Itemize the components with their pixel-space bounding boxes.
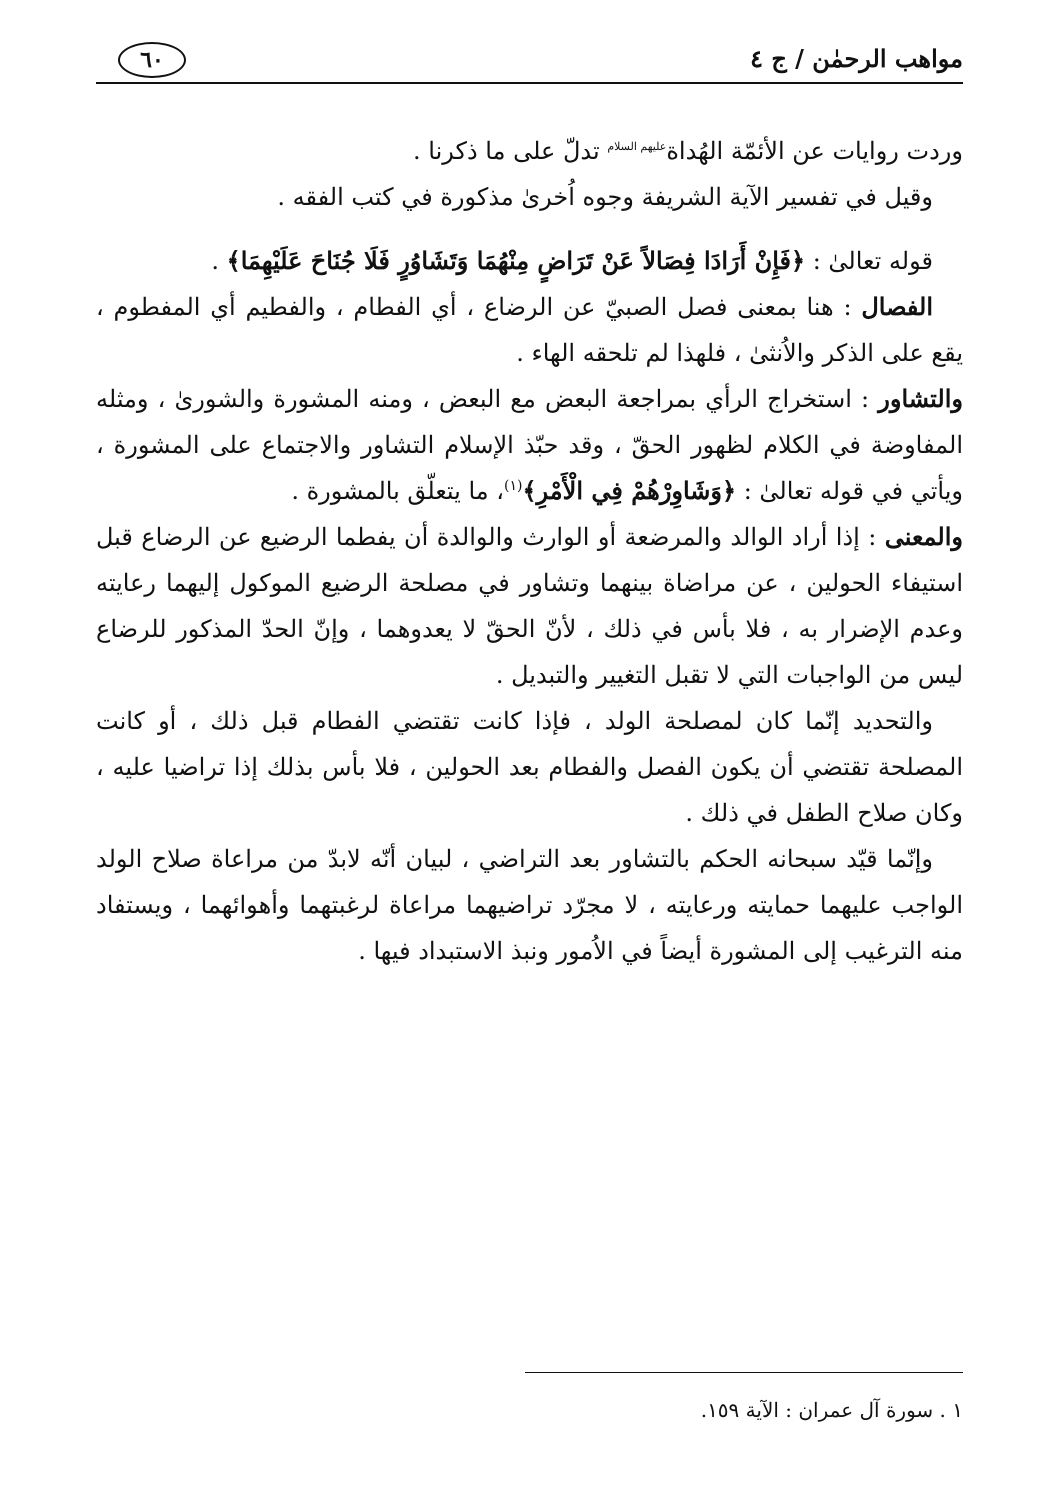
text: ، ما يتعلّق بالمشورة . bbox=[291, 477, 505, 505]
footnote-reference[interactable]: (١) bbox=[504, 478, 523, 494]
page-number: ٦٠ bbox=[118, 42, 186, 78]
text: وردت روايات عن الأئمّة الهُداة bbox=[666, 137, 963, 165]
paragraph-2: وقيل في تفسير الآية الشريفة وجوه اُخرىٰ مذكورة في كتب الفقه . bbox=[277, 183, 933, 211]
text: : إذا أراد الوالد والمرضعة أو الوارث والوالدة أن يفطما الرضيع عن الرضاع قبل استيفاء الحولين ، عن مراضاة بينهما وتشاور في مصلحة الرضيع الموكول إليهما رعايته وعدم الإضرار به ، فلا بأس في ذلك ، لأنّ الحقّ لا يعدوهما ، وإنّ الحدّ المذكور للرضاع ليس من الواجبات التي لا تقبل التغيير والتبديل . bbox=[96, 523, 963, 689]
paragraph-4 bbox=[96, 284, 963, 376]
paragraph-1 bbox=[96, 128, 963, 174]
term-maana: والمعنى bbox=[884, 522, 963, 551]
text: : استخراج الرأي بمراجعة البعض مع البعض ، ومنه المشورة والشورىٰ ، ومثله المفاوضة في الكلام لظهور الحقّ ، وقد حبّذ الإسلام التشاور والاجتماع على المشورة ، ويأتي في قوله تعالىٰ : bbox=[96, 385, 963, 505]
page-header bbox=[96, 38, 963, 86]
paragraph-6 bbox=[96, 514, 963, 698]
text: . bbox=[211, 247, 227, 275]
text: تدلّ على ما ذكرنا . bbox=[413, 137, 608, 165]
term-tashawur: والتشاور bbox=[878, 384, 963, 413]
honorific: عليهم السلام bbox=[607, 140, 667, 153]
quran-verse: ﴿وَشَاوِرْهُمْ فِي الْأَمْرِ﴾ bbox=[522, 476, 737, 505]
quran-verse: ﴿فَإِنْ أَرَادَا فِصَالاً عَنْ تَرَاضٍ مِنْهُمَا وَتَشَاوُرٍ فَلَا جُنَاحَ عَلَيْهِمَا﴾ bbox=[226, 246, 806, 275]
footnote-1: ١ . سورة آل عمران : الآية ١٥٩. bbox=[700, 1398, 963, 1422]
header-divider bbox=[96, 82, 963, 84]
text: قوله تعالىٰ : bbox=[805, 247, 933, 275]
running-title: مواهب الرحمٰن / ج ٤ bbox=[750, 44, 963, 73]
term-fisal: الفصال bbox=[861, 292, 933, 321]
paragraph-5 bbox=[96, 376, 963, 514]
footnote-divider bbox=[525, 1372, 963, 1373]
text: : هنا بمعنى فصل الصبيّ عن الرضاع ، أي الفطام ، والفطيم أي المفطوم ، يقع على الذكر والاُنثىٰ ، فلهذا لم تلحقه الهاء . bbox=[96, 293, 963, 367]
paragraph-8: وإنّما قيّد سبحانه الحكم بالتشاور بعد التراضي ، لبيان أنّه لابدّ من مراعاة صلاح الولد الواجب عليهما حمايته ورعايته ، لا مجرّد تراضيهما مراعاة لرغبتهما وأهوائهما ، ويستفاد منه الترغيب إلى المشورة أيضاً في الاُمور ونبذ الاستبداد فيها . bbox=[96, 845, 963, 965]
paragraph-7: والتحديد إنّما كان لمصلحة الولد ، فإذا كانت تقتضي الفطام قبل ذلك ، أو كانت المصلحة تقتضي أن يكون الفصل والفطام بعد الحولين ، فلا بأس بذلك إذا تراضيا عليه ، وكان صلاح الطفل في ذلك . bbox=[96, 707, 963, 827]
paragraph-3 bbox=[96, 238, 963, 284]
main-text bbox=[96, 128, 963, 974]
